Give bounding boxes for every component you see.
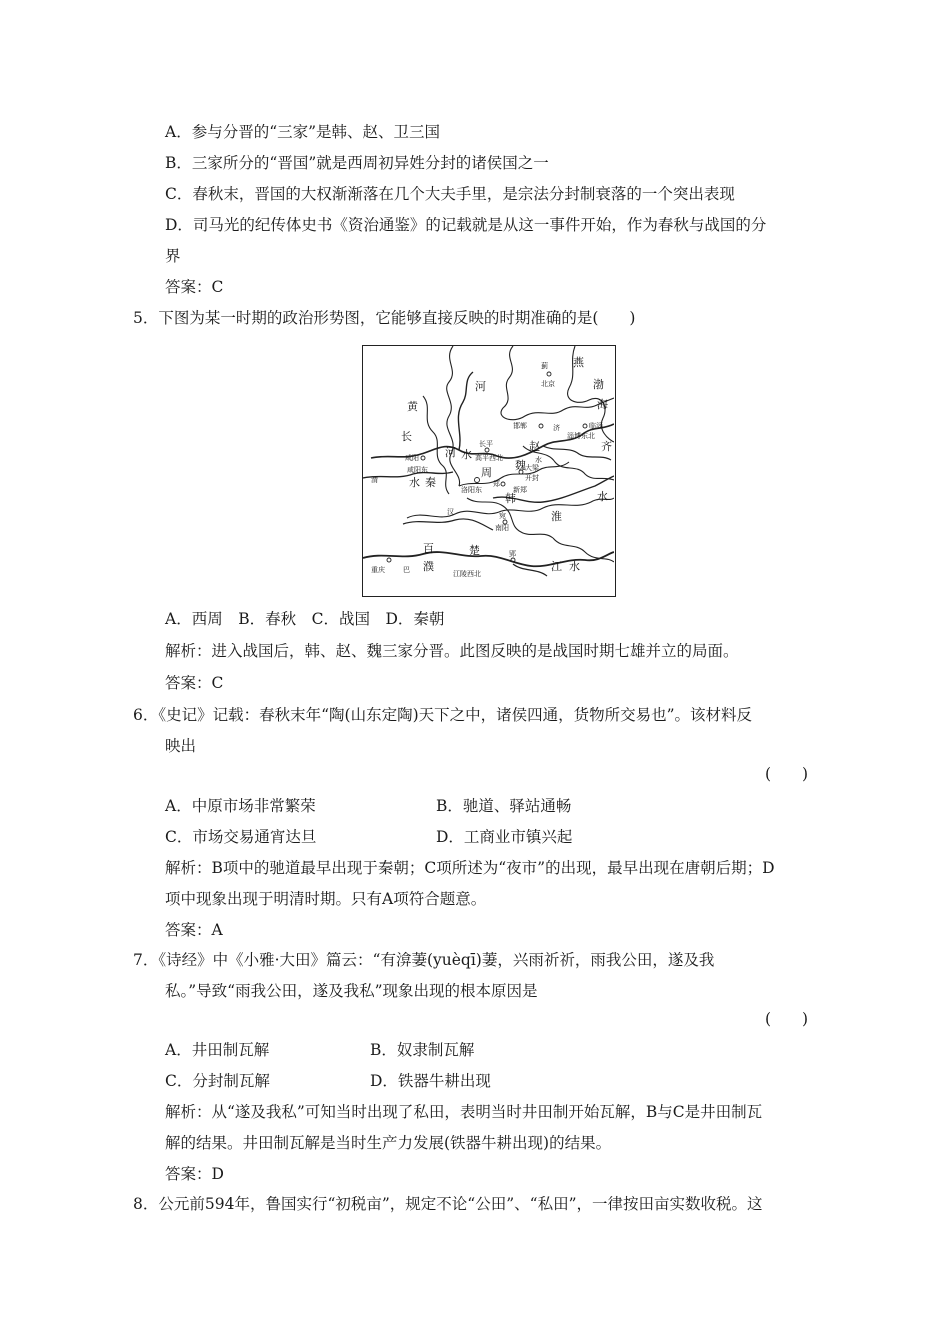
q6-stem: 6．《史记》记载：春秋末年“陶(山东定陶)天下之中，诸侯四通，货物所交易也”。该材料反 xyxy=(133,706,753,724)
city-marker-changping xyxy=(485,448,489,452)
map-label-pu: 濮 xyxy=(423,560,434,573)
map-label-bai: 百 xyxy=(423,542,434,555)
q4-option-d: D．司马光的纪传体史书《资治通鉴》的记载就是从这一事件开始，作为春秋与战国的分 xyxy=(165,216,767,234)
city-marker-handan xyxy=(539,424,543,428)
q7-answer-paren: ( ) xyxy=(765,1010,809,1028)
city-marker-luoyang xyxy=(475,478,480,483)
q7-stem-cont: 私。”导致“雨我公田，遂及我私”现象出现的根本原因是 xyxy=(165,982,538,1000)
map-city-xianyang-east: 咸阳东 xyxy=(407,466,428,474)
map-label-han-river: 汉 xyxy=(447,508,454,516)
map-city-wan: 宛 xyxy=(499,512,506,520)
map-city-jiangling: 江陵西北 xyxy=(453,570,481,578)
city-marker-ba xyxy=(387,558,391,562)
map-label-he: 河 xyxy=(475,380,486,393)
q5-stem: 5．下图为某一时期的政治形势图，它能够直接反映的时期准确的是( ) xyxy=(133,309,636,327)
q5-answer: 答案：C xyxy=(165,674,224,692)
q7-option-d: D．铁器牛耕出现 xyxy=(370,1072,491,1090)
map-label-wei: 魏 xyxy=(515,459,526,472)
q4-option-d-cont: 界 xyxy=(165,247,181,265)
map-label-zhao: 赵 xyxy=(529,440,540,453)
map-label-bo: 渤 xyxy=(593,378,604,391)
map-city-gaoping: 高平西北 xyxy=(475,454,503,462)
map-label-yan: 燕 xyxy=(573,356,584,369)
coastline-south xyxy=(553,538,614,562)
q7-analysis-cont: 解的结果。井田制瓦解是当时生产力发展(铁器牛耕出现)的结果。 xyxy=(165,1134,612,1152)
border-zhao-west xyxy=(447,346,460,486)
map-svg xyxy=(363,346,614,595)
map-city-linzi: 临淄 xyxy=(589,422,603,430)
q6-analysis: 解析：B项中的驰道最早出现于秦朝；C项所述为“夜市”的出现，最早出现在唐朝后期；D xyxy=(165,859,775,877)
map-label-hai: 海 xyxy=(597,398,608,411)
q7-analysis: 解析：从“遂及我私”可知当时出现了私田，表明当时井田制开始瓦解，B与C是井田制瓦 xyxy=(165,1103,763,1121)
q4-answer: 答案：C xyxy=(165,278,224,296)
map-label-qin: 秦 xyxy=(425,476,436,489)
map-city-chongqing: 重庆 xyxy=(371,566,385,574)
q6-option-d: D．工商业市镇兴起 xyxy=(436,828,573,846)
map-label-han: 韩 xyxy=(505,492,516,505)
q6-answer: 答案：A xyxy=(165,921,223,939)
map-city-daliang: 大梁 xyxy=(525,464,539,472)
map-label-ji-river: 济 xyxy=(553,424,560,432)
q7-stem: 7．《诗经》中《小雅·大田》篇云：“有渰萋(yuèqī)萋，兴雨祈祈，雨我公田，遂及我 xyxy=(133,951,715,969)
map-label-chu: 楚 xyxy=(469,544,480,557)
q4-option-a: A．参与分晋的“三家”是韩、赵、卫三国 xyxy=(165,123,441,141)
map-city-xinzheng: 新郑 xyxy=(513,486,527,494)
q6-option-a: A．中原市场非常繁荣 xyxy=(165,797,316,815)
q4-option-c: C．春秋末，晋国的大权渐渐落在几个大夫手里，是宗法分封制衰落的一个突出表现 xyxy=(165,185,735,203)
q7-answer: 答案：D xyxy=(165,1165,224,1183)
map-label-qi: 齐 xyxy=(601,440,612,453)
han-river xyxy=(403,519,493,530)
map-city-xianyang: 咸阳 xyxy=(405,454,419,462)
map-label-shui: 水 xyxy=(461,448,472,461)
map-label-ji-shui: 水 xyxy=(535,456,542,464)
q6-stem-cont: 映出 xyxy=(165,737,197,755)
map-city-luoyang: 洛阳东 xyxy=(461,486,482,494)
map-city-kaifeng: 开封 xyxy=(525,474,539,482)
map-city-zibo: 淄博东北 xyxy=(567,432,595,440)
map-city-beijing: 北京 xyxy=(541,380,555,388)
map-city-handan: 邯郸 xyxy=(513,422,527,430)
map-label-wei-river: 渭 xyxy=(371,476,378,484)
q6-analysis-cont: 项中现象出现于明清时期。只有A项符合题意。 xyxy=(165,890,487,908)
q7-option-a: A．井田制瓦解 xyxy=(165,1041,270,1059)
map-label-shui4: 水 xyxy=(569,560,580,573)
q5-political-map xyxy=(362,345,616,597)
yellow-river-north xyxy=(458,372,473,450)
city-marker-linzi xyxy=(583,424,587,428)
map-label-shui2: 水 xyxy=(409,476,420,489)
city-marker-zheng xyxy=(501,482,505,486)
map-label-chang: 长 xyxy=(401,430,412,443)
q5-options: A．西周 B．春秋 C．战国 D．秦朝 xyxy=(165,610,445,628)
city-marker-ji xyxy=(547,372,551,376)
q6-option-b: B．驰道、驿站通畅 xyxy=(436,797,572,815)
map-label-zhou: 周 xyxy=(481,466,492,479)
map-label-huai: 淮 xyxy=(551,510,562,523)
city-marker-xianyang xyxy=(421,456,425,460)
map-city-ji: 蓟 xyxy=(541,362,548,370)
q6-answer-paren: ( ) xyxy=(765,765,809,783)
map-label-huang: 黄 xyxy=(407,400,418,413)
map-label-shui3: 水 xyxy=(597,490,608,503)
q5-analysis: 解析：进入战国后，韩、赵、魏三家分晋。此图反映的是战国时期七雄并立的局面。 xyxy=(165,642,739,660)
map-city-ying: 郢 xyxy=(509,550,516,558)
q7-option-c: C．分封制瓦解 xyxy=(165,1072,270,1090)
q4-option-b: B．三家所分的“晋国”就是西周初异姓分封的诸侯国之一 xyxy=(165,154,549,172)
map-city-nanyang: 南阳 xyxy=(495,524,509,532)
map-label-jiang: 江 xyxy=(551,560,562,573)
q8-stem: 8．公元前594年，鲁国实行“初税亩”，规定不论“公田”、“私田”，一律按田亩实数收税。这 xyxy=(133,1195,763,1213)
q7-option-b: B．奴隶制瓦解 xyxy=(370,1041,475,1059)
map-city-changping: 长平 xyxy=(479,440,493,448)
map-label-he2: 河 xyxy=(445,446,456,459)
q6-option-c: C．市场交易通宵达旦 xyxy=(165,828,317,846)
map-city-ba: 巴 xyxy=(403,566,410,574)
map-city-zheng: 郑 xyxy=(493,480,500,488)
